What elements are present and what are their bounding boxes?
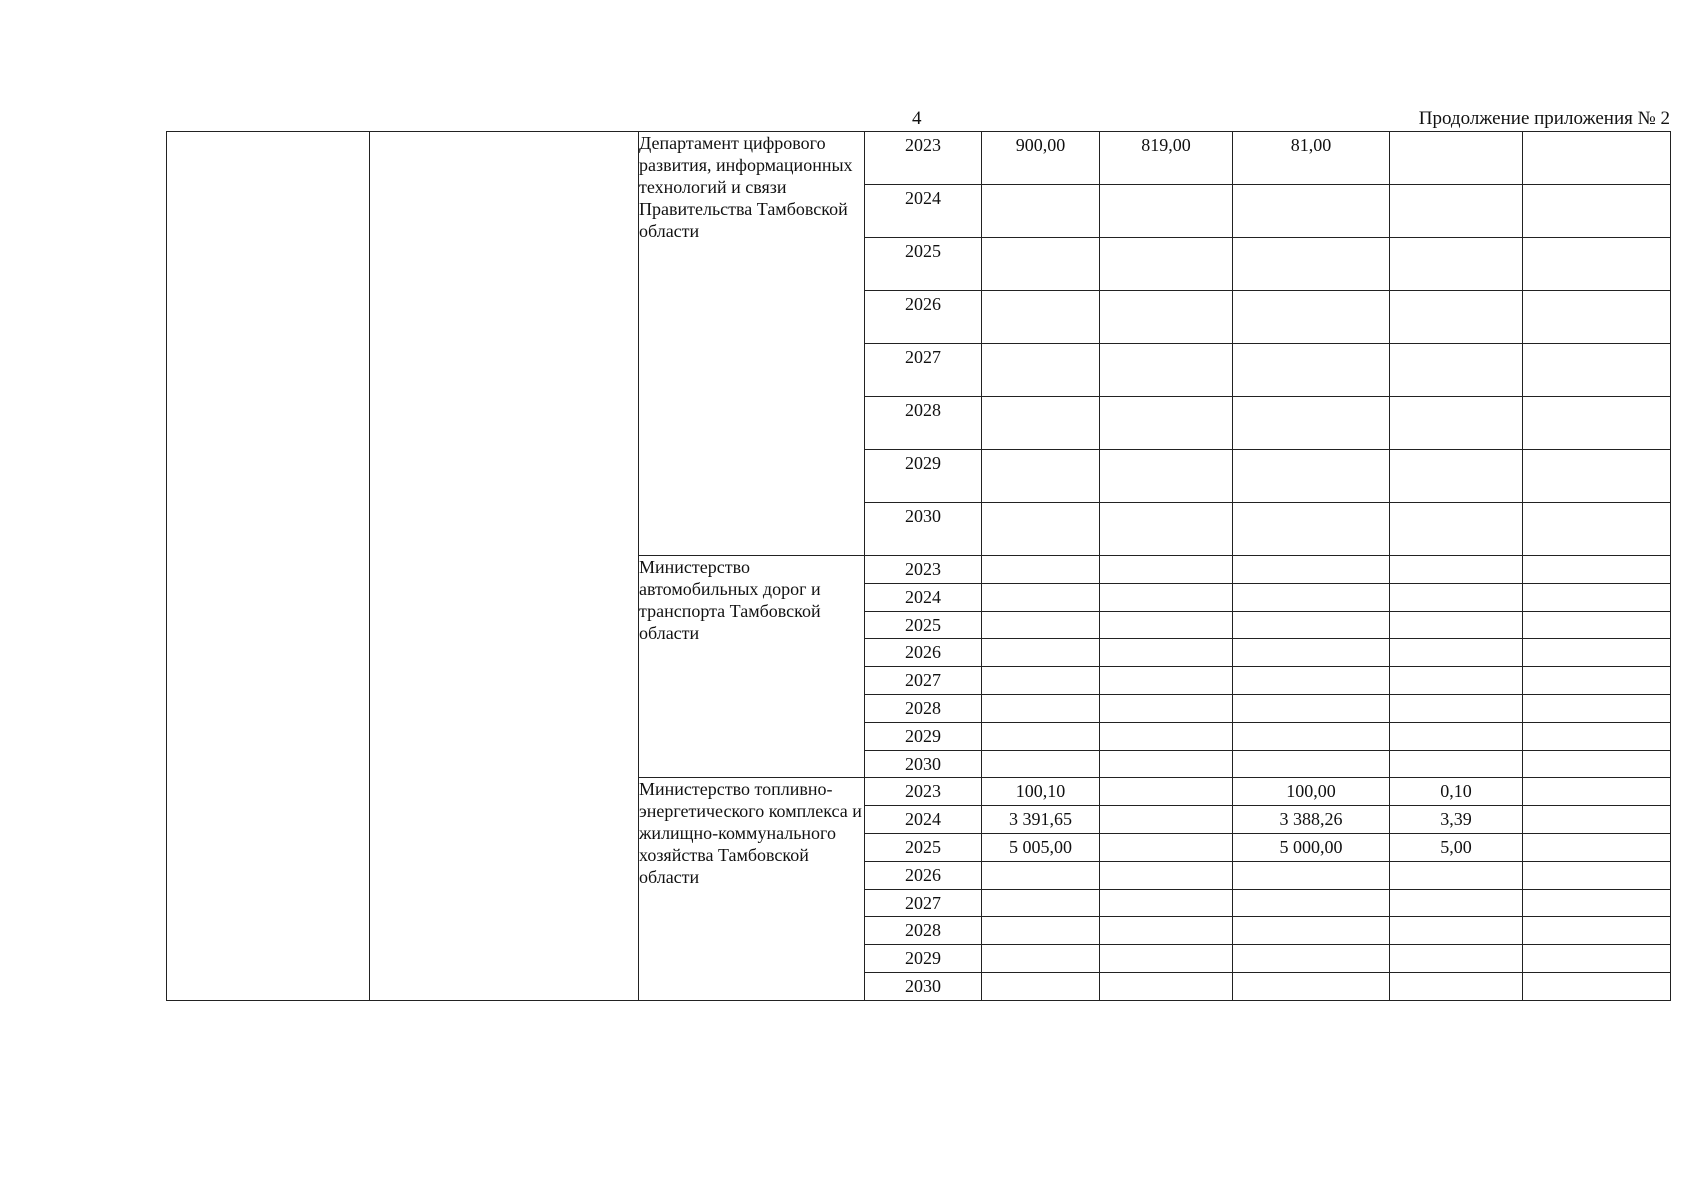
amount-cell-c2 [1100,238,1233,291]
amount-cell-c2 [1100,503,1233,556]
amount-cell-c5 [1523,917,1671,945]
amount-cell-c5 [1523,344,1671,397]
amount-cell-c5 [1523,778,1671,806]
year-cell: 2023 [865,556,982,584]
year-cell: 2029 [865,945,982,973]
amount-cell-c2 [1100,917,1233,945]
amount-cell-c1: 100,10 [982,778,1100,806]
amount-cell-c4 [1390,639,1523,667]
amount-cell-c3 [1233,750,1390,778]
amount-cell-c1: 5 005,00 [982,833,1100,861]
amount-cell-c5 [1523,945,1671,973]
amount-cell-c4 [1390,917,1523,945]
year-cell: 2027 [865,344,982,397]
amount-cell-c4 [1390,667,1523,695]
amount-cell-c4 [1390,750,1523,778]
amount-cell-c3 [1233,889,1390,917]
amount-cell-c4 [1390,722,1523,750]
amount-cell-c2 [1100,722,1233,750]
amount-cell-c5 [1523,583,1671,611]
amount-cell-c5 [1523,639,1671,667]
amount-cell-c1 [982,503,1100,556]
amount-cell-c3 [1233,344,1390,397]
amount-cell-c2 [1100,344,1233,397]
amount-cell-c3 [1233,291,1390,344]
amount-cell-c1 [982,185,1100,238]
year-cell: 2023 [865,132,982,185]
amount-cell-c2 [1100,397,1233,450]
amount-cell-c4 [1390,694,1523,722]
amount-cell-c5 [1523,556,1671,584]
amount-cell-c1 [982,639,1100,667]
year-cell: 2029 [865,450,982,503]
year-cell: 2030 [865,503,982,556]
year-cell: 2026 [865,291,982,344]
amount-cell-c1 [982,556,1100,584]
year-cell: 2029 [865,722,982,750]
amount-cell-c5 [1523,667,1671,695]
amount-cell-c4 [1390,861,1523,889]
amount-cell-c1 [982,397,1100,450]
amount-cell-c4 [1390,503,1523,556]
year-cell: 2024 [865,185,982,238]
amount-cell-c1 [982,972,1100,1000]
year-cell: 2025 [865,238,982,291]
amount-cell-c5 [1523,503,1671,556]
amount-cell-c2 [1100,583,1233,611]
amount-cell-c1 [982,450,1100,503]
year-cell: 2026 [865,639,982,667]
year-cell: 2027 [865,667,982,695]
amount-cell-c5 [1523,450,1671,503]
year-cell: 2025 [865,611,982,639]
amount-cell-c4 [1390,611,1523,639]
amount-cell-c3 [1233,450,1390,503]
amount-cell-c4: 0,10 [1390,778,1523,806]
amount-cell-c5 [1523,722,1671,750]
amount-cell-c4 [1390,291,1523,344]
amount-cell-c3 [1233,583,1390,611]
amount-cell-c2 [1100,889,1233,917]
amount-cell-c2 [1100,611,1233,639]
amount-cell-c1 [982,291,1100,344]
year-cell: 2030 [865,750,982,778]
amount-cell-c2 [1100,667,1233,695]
amount-cell-c4 [1390,397,1523,450]
amount-cell-c3 [1233,917,1390,945]
amount-cell-c1 [982,694,1100,722]
amount-cell-c1: 900,00 [982,132,1100,185]
amount-cell-c3 [1233,694,1390,722]
amount-cell-c2 [1100,750,1233,778]
amount-cell-c1 [982,344,1100,397]
blank-column-2 [370,132,639,1001]
amount-cell-c1 [982,722,1100,750]
amount-cell-c4: 3,39 [1390,806,1523,834]
year-cell: 2028 [865,397,982,450]
department-name: Министерство топливно-энергетического комплекса и жилищно-коммунального хозяйства Тамбовской области [639,778,865,1000]
amount-cell-c1 [982,611,1100,639]
amount-cell-c3 [1233,945,1390,973]
amount-cell-c5 [1523,806,1671,834]
amount-cell-c2 [1100,861,1233,889]
amount-cell-c3 [1233,972,1390,1000]
amount-cell-c4 [1390,450,1523,503]
amount-cell-c5 [1523,185,1671,238]
amount-cell-c2 [1100,185,1233,238]
amount-cell-c3: 81,00 [1233,132,1390,185]
amount-cell-c5 [1523,750,1671,778]
amount-cell-c2 [1100,972,1233,1000]
year-cell: 2028 [865,917,982,945]
amount-cell-c3 [1233,556,1390,584]
amount-cell-c2: 819,00 [1100,132,1233,185]
department-name: Департамент цифрового развития, информационных технологий и связи Правительства Тамбовской области [639,132,865,556]
amount-cell-c3 [1233,861,1390,889]
amount-cell-c3 [1233,639,1390,667]
amount-cell-c2 [1100,778,1233,806]
amount-cell-c3: 5 000,00 [1233,833,1390,861]
amount-cell-c4 [1390,972,1523,1000]
table-row [167,132,1671,185]
amount-cell-c4 [1390,889,1523,917]
amount-cell-c3 [1233,397,1390,450]
amount-cell-c1: 3 391,65 [982,806,1100,834]
amount-cell-c4 [1390,945,1523,973]
amount-cell-c2 [1100,806,1233,834]
amount-cell-c1 [982,750,1100,778]
amount-cell-c1 [982,861,1100,889]
year-cell: 2030 [865,972,982,1000]
amount-cell-c5 [1523,238,1671,291]
amount-cell-c1 [982,238,1100,291]
amount-cell-c5 [1523,889,1671,917]
amount-cell-c5 [1523,861,1671,889]
year-cell: 2025 [865,833,982,861]
amount-cell-c5 [1523,291,1671,344]
amount-cell-c3 [1233,503,1390,556]
amount-cell-c3: 3 388,26 [1233,806,1390,834]
amount-cell-c2 [1100,945,1233,973]
amount-cell-c1 [982,945,1100,973]
department-name: Министерство автомобильных дорог и транспорта Тамбовской области [639,556,865,778]
amount-cell-c2 [1100,450,1233,503]
year-cell: 2024 [865,583,982,611]
amount-cell-c2 [1100,639,1233,667]
year-cell: 2026 [865,861,982,889]
amount-cell-c1 [982,889,1100,917]
amount-cell-c5 [1523,694,1671,722]
amount-cell-c5 [1523,611,1671,639]
amount-cell-c4 [1390,132,1523,185]
amount-cell-c2 [1100,291,1233,344]
year-cell: 2028 [865,694,982,722]
amount-cell-c3 [1233,185,1390,238]
amount-cell-c4 [1390,344,1523,397]
continuation-label: Продолжение приложения № 2 [1418,108,1670,129]
amount-cell-c2 [1100,833,1233,861]
amount-cell-c3 [1233,611,1390,639]
budget-table [166,131,1671,1001]
amount-cell-c2 [1100,694,1233,722]
amount-cell-c2 [1100,556,1233,584]
year-cell: 2023 [865,778,982,806]
amount-cell-c1 [982,667,1100,695]
amount-cell-c4 [1390,583,1523,611]
amount-cell-c4 [1390,238,1523,291]
amount-cell-c5 [1523,972,1671,1000]
amount-cell-c1 [982,917,1100,945]
amount-cell-c4 [1390,556,1523,584]
amount-cell-c1 [982,583,1100,611]
amount-cell-c5 [1523,397,1671,450]
amount-cell-c5 [1523,132,1671,185]
amount-cell-c3: 100,00 [1233,778,1390,806]
amount-cell-c3 [1233,238,1390,291]
amount-cell-c3 [1233,667,1390,695]
amount-cell-c4: 5,00 [1390,833,1523,861]
amount-cell-c4 [1390,185,1523,238]
year-cell: 2024 [865,806,982,834]
amount-cell-c3 [1233,722,1390,750]
amount-cell-c5 [1523,833,1671,861]
page-number: 4 [912,108,922,129]
blank-column-1 [167,132,370,1001]
year-cell: 2027 [865,889,982,917]
